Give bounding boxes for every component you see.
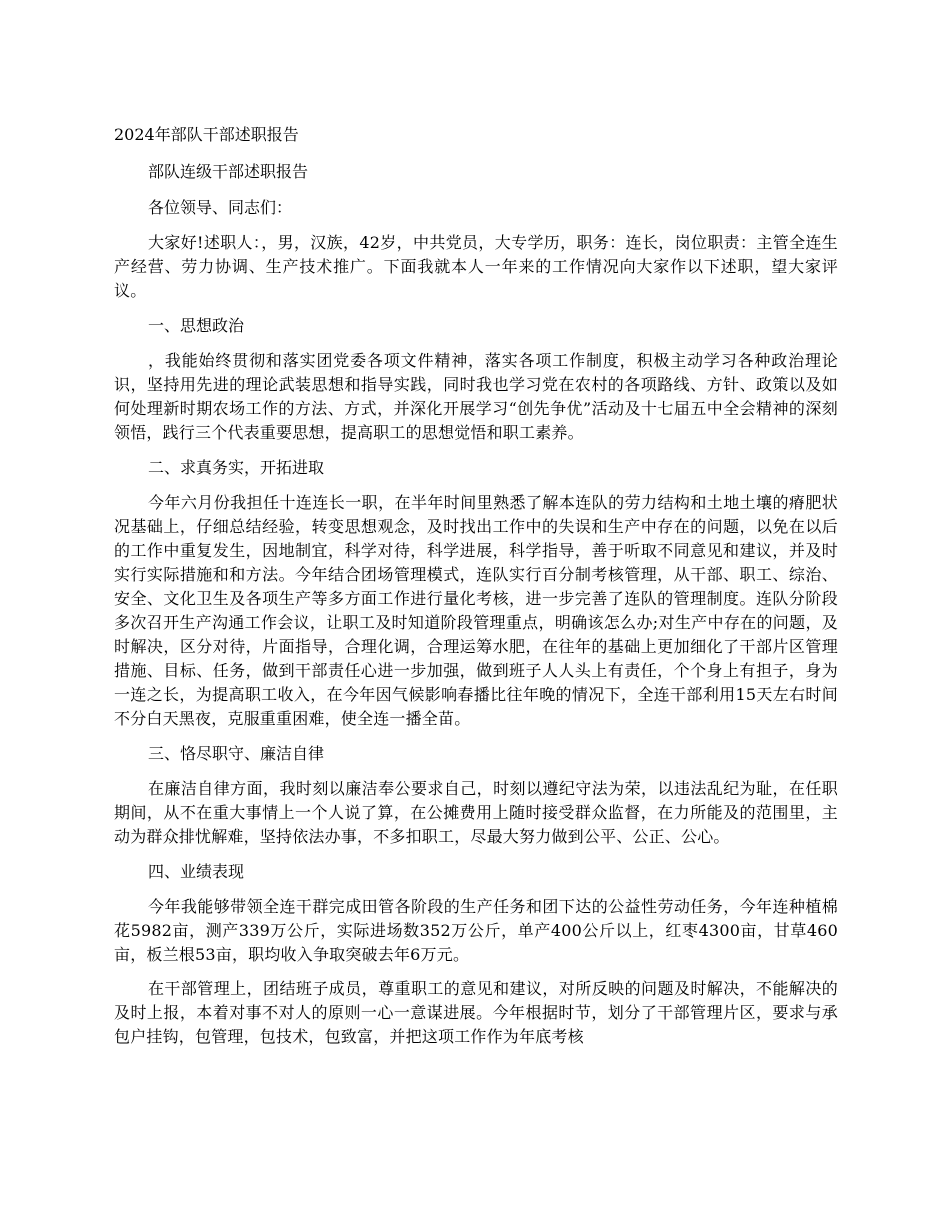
section-2-paragraph-1: 今年六月份我担任十连连长一职，在半年时间里熟悉了解本连队的劳力结构和土地土壤的瘠肥状况基础上，仔细总结经验，转变思想观念，及时找出工作中的失误和生产中存在的问题，以免在以后的工作中重复发生，因地制宜，科学对待，科学进展，科学指导，善于听取不同意见和建议，并及时实行实际措施和和方法。今年结合团场管理模式，连队实行百分制考核管理，从干部、职工、综治、安全、文化卫生及各项生产等多方面工作进行量化考核，进一步完善了连队的管理制度。连队分阶段多次召开生产沟通工作会议，让职工及时知道阶段管理重点，明确该怎么办;对生产中存在的问题，及时解决，区分对待，片面指导，合理化调，合理运筹水肥，在往年的基础上更加细化了干部片区管理措施、目标、任务，做到干部责任心进一步加强，做到班子人人头上有责任，个个身上有担子，身为一连之长，为提高职工收入，在今年因气候影响春播比往年晚的情况下，全连干部利用15天左右时间不分白天黑夜，克服重重困难，使全连一播全苗。 <box>114 493 838 728</box>
section-3-paragraph-1: 在廉洁自律方面，我时刻以廉洁奉公要求自己，时刻以遵纪守法为荣，以违法乱纪为耻，在任职期间，从不在重大事情上一个人说了算，在公摊费用上随时接受群众监督，在力所能及的范围里，主动为群众排忧解难，坚持依法办事，不多扣职工，尽最大努力做到公平、公正、公心。 <box>114 779 838 846</box>
section-4-paragraph-1: 今年我能够带领全连干群完成田管各阶段的生产任务和团下达的公益性劳动任务，今年连种植棉花5982亩，测产339万公斤，实际进场数352万公斤，单产400公斤以上，红枣4300亩，甘草460亩，板兰根53亩，职均收入争取突破去年6万元。 <box>114 897 838 964</box>
document-subtitle: 部队连级干部述职报告 <box>148 162 309 181</box>
document-page <box>114 122 838 1059</box>
section-heading-2: 二、求真务实，开拓进取 <box>148 458 325 477</box>
section-heading-1: 一、思想政治 <box>148 316 245 335</box>
intro-paragraph: 大家好!述职人：，男，汉族，42岁，中共党员，大专学历，职务：连长，岗位职责：主管全连生产经营、劳力协调、生产技术推广。下面我就本人一年来的工作情况向大家作以下述职，望大家评议。 <box>114 233 838 300</box>
section-heading-4: 四、业绩表现 <box>148 862 245 881</box>
section-4-paragraph-2: 在干部管理上，团结班子成员，尊重职工的意见和建议，对所反映的问题及时解决，不能解决的及时上报，本着对事不对人的原则一心一意谋进展。今年根据时节，划分了干部管理片区，要求与承包户挂钩，包管理，包技术，包致富，并把这项工作作为年底考核 <box>114 979 838 1046</box>
section-heading-3: 三、恪尽职守、廉洁自律 <box>148 744 325 763</box>
salutation: 各位领导、同志们： <box>148 198 293 217</box>
section-1-paragraph-1: ，我能始终贯彻和落实团党委各项文件精神，落实各项工作制度，积极主动学习各种政治理论识，坚持用先进的理论武装思想和指导实践，同时我也学习党在农村的各项路线、方针、政策以及如何处理新时期农场工作的方法、方式，并深化开展学习“创先争优”活动及十七届五中全会精神的深刻领悟，践行三个代表重要思想，提高职工的思想觉悟和职工素养。 <box>114 351 838 442</box>
document-title: 2024年部队干部述职报告 <box>114 125 299 144</box>
